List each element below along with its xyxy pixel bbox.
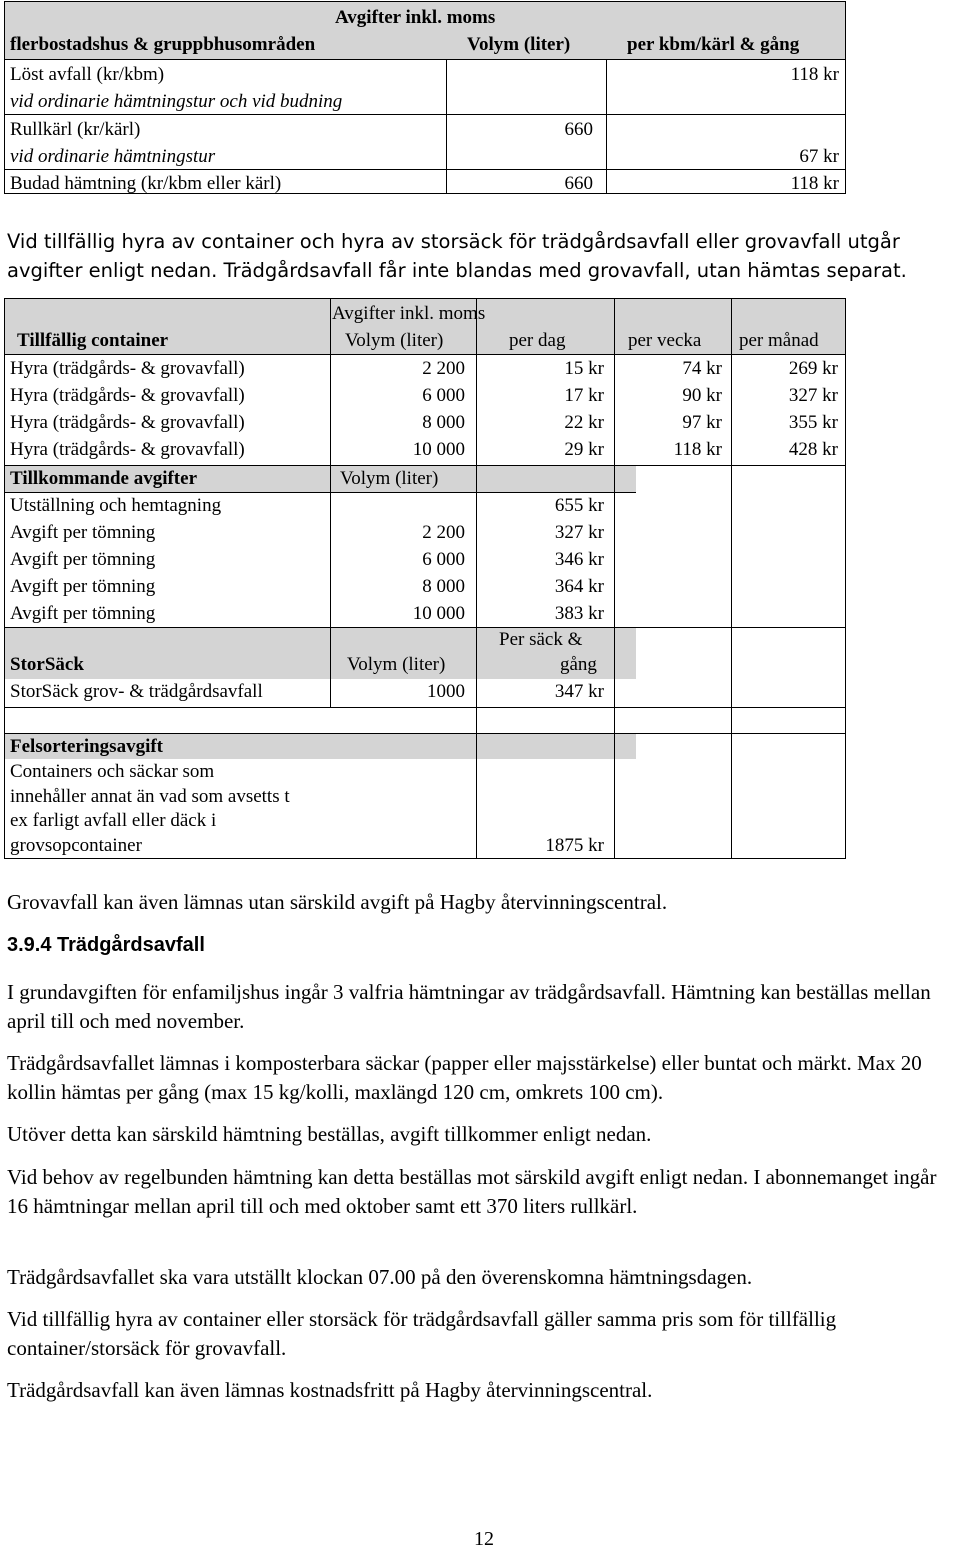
table-row-label: Avgift per tömning	[10, 522, 156, 543]
table-row-price: 655 kr	[554, 495, 604, 516]
fee-table-multifamily	[4, 1, 846, 194]
section-title-storsack: StorSäck	[10, 654, 84, 675]
column-header-per-sack-line2: gång	[560, 654, 597, 675]
section-heading: 3.9.4 Trädgårdsavfall	[7, 934, 205, 956]
table-row-label: vid ordinarie hämtningstur och vid budning	[10, 91, 343, 112]
row-divider	[4, 354, 846, 355]
column-header-per-week: per vecka	[628, 330, 702, 351]
table-row-week: 97 kr	[682, 412, 722, 433]
table-row-label: Hyra (trädgårds- & grovavfall)	[10, 439, 245, 460]
table-row-price: 67 kr	[799, 146, 839, 167]
paragraph: Trädgårdsavfallet lämnas i komposterbara säckar (papper eller majsstärkelse) eller buntat och märkt. Max 20 kollin hämtas per gång (max 15 kg/kolli, maxlängd 120 cm, omkrets 100 cm).	[7, 1051, 922, 1104]
table-row-price: 118 kr	[790, 173, 839, 194]
table-header-title: Avgifter inkl. moms	[332, 303, 486, 324]
table-row-label: Hyra (trädgårds- & grovavfall)	[10, 412, 245, 433]
table-row-month: 327 kr	[788, 385, 838, 406]
table-row-label: vid ordinarie hämtningstur	[10, 146, 216, 167]
table-row-label: Avgift per tömning	[10, 576, 156, 597]
column-divider	[845, 298, 846, 859]
section-title-extra-fees: Tillkommande avgifter	[10, 468, 198, 489]
table-row-day: 15 kr	[564, 358, 604, 379]
column-header-price: per kbm/kärl & gång	[627, 34, 800, 55]
column-header-volume: Volym (liter)	[347, 654, 446, 675]
table-row-volume: 2 200	[422, 358, 465, 379]
column-header-category: flerbostadshus & gruppbhusområden	[10, 34, 316, 55]
table-row-label: Hyra (trädgårds- & grovavfall)	[10, 385, 245, 406]
row-divider	[4, 627, 846, 628]
table-row-price: 346 kr	[554, 549, 604, 570]
table-row-week: 118 kr	[673, 439, 722, 460]
section-title-missorting: Felsorteringsavgift	[10, 736, 164, 757]
table-row-label: Avgift per tömning	[10, 603, 156, 624]
paragraph: I grundavgiften för enfamiljshus ingår 3 valfria hämtningar av trädgårdsavfall. Hämtning kan beställas mellan april till och med november.	[7, 980, 931, 1033]
column-header-volume: Volym (liter)	[340, 468, 439, 489]
table-row-week: 74 kr	[682, 358, 722, 379]
intro-paragraph: Vid tillfällig hyra av container och hyra av storsäck för trädgårdsavfall eller grovavfall utgår avgifter enligt nedan. Trädgårdsavfall får inte blandas med grovavfall, utan hämtas separat.	[7, 230, 907, 282]
missorting-price: 1875 kr	[545, 835, 604, 856]
table-row-label: Löst avfall (kr/kbm)	[10, 64, 165, 85]
table-row-price: 364 kr	[554, 576, 604, 597]
table-row-volume: 1000	[427, 681, 465, 702]
column-header-container: Tillfällig container	[17, 330, 169, 351]
missorting-text-line: ex farligt avfall eller däck i	[10, 810, 217, 831]
table-row-volume: 6 000	[422, 385, 465, 406]
missorting-text-line: Containers och säckar som	[10, 761, 215, 782]
table-row-label: Hyra (trädgårds- & grovavfall)	[10, 358, 245, 379]
paragraph: Utöver detta kan särskild hämtning beställas, avgift tillkommer enligt nedan.	[7, 1122, 652, 1146]
column-divider	[4, 298, 5, 859]
table-row-day: 17 kr	[564, 385, 604, 406]
row-divider	[4, 298, 846, 299]
after-table-note: Grovavfall kan även lämnas utan särskild avgift på Hagby återvinningscentral.	[7, 890, 668, 914]
table-row-label: Budad hämtning (kr/kbm eller kärl)	[10, 173, 282, 194]
page-number: 12	[474, 1528, 494, 1550]
table-row-price: 118 kr	[790, 64, 839, 85]
row-divider	[4, 733, 846, 734]
column-header-volume: Volym (liter)	[345, 330, 444, 351]
paragraph: Vid tillfällig hyra av container eller storsäck för trädgårdsavfall gäller samma pris som för tillfällig container/storsäck för grovavfall.	[7, 1307, 837, 1360]
table-row-price: 327 kr	[554, 522, 604, 543]
column-header-per-day: per dag	[509, 330, 566, 351]
table-row-volume: 660	[564, 119, 593, 140]
row-divider	[4, 707, 846, 708]
paragraph: Vid behov av regelbunden hämtning kan detta beställas mot särskild avgift enligt nedan. I abonnemanget ingår 16 hämtningar mellan april till och med oktober samt ett 370 liters rullkärl.	[7, 1165, 937, 1218]
column-divider	[614, 298, 615, 859]
row-divider	[4, 465, 846, 466]
table-row-price: 383 kr	[554, 603, 604, 624]
table-header-title: Avgifter inkl. moms	[335, 7, 496, 28]
row-divider	[5, 169, 845, 170]
missorting-text-line: innehåller annat än vad som avsetts t	[10, 786, 290, 807]
table-row-month: 269 kr	[788, 358, 838, 379]
fee-table-container	[4, 298, 846, 859]
column-header-per-sack: Per säck &	[499, 629, 583, 650]
table-row-volume: 6 000	[422, 549, 465, 570]
table-row-label: Utställning och hemtagning	[10, 495, 222, 516]
table-row-day: 29 kr	[564, 439, 604, 460]
row-divider	[4, 492, 636, 493]
table-row-month: 428 kr	[788, 439, 838, 460]
row-divider	[4, 858, 846, 859]
row-divider	[5, 59, 845, 60]
column-divider	[731, 298, 732, 859]
table-row-volume: 10 000	[412, 439, 465, 460]
table-row-label: Avgift per tömning	[10, 549, 156, 570]
table-row-volume: 10 000	[412, 603, 465, 624]
table-row-volume: 8 000	[422, 576, 465, 597]
column-header-per-month: per månad	[739, 330, 819, 351]
column-header-volume: Volym (liter)	[467, 34, 571, 55]
table-row-volume: 2 200	[422, 522, 465, 543]
row-divider	[5, 114, 845, 115]
table-row-volume: 660	[564, 173, 593, 194]
table-row-month: 355 kr	[788, 412, 838, 433]
paragraph: Trädgårdsavfallet ska vara utställt klockan 07.00 på den överenskomna hämtningsdagen.	[7, 1265, 753, 1289]
missorting-text-line: grovsopcontainer	[10, 835, 142, 856]
paragraph: Trädgårdsavfall kan även lämnas kostnadsfritt på Hagby återvinningscentral.	[7, 1378, 653, 1402]
table-row-week: 90 kr	[682, 385, 722, 406]
table-row-volume: 8 000	[422, 412, 465, 433]
table-row-label: StorSäck grov- & trädgårdsavfall	[10, 681, 263, 702]
table-row-day: 22 kr	[564, 412, 604, 433]
table-row-label: Rullkärl (kr/kärl)	[10, 119, 141, 140]
table-row-price: 347 kr	[554, 681, 604, 702]
